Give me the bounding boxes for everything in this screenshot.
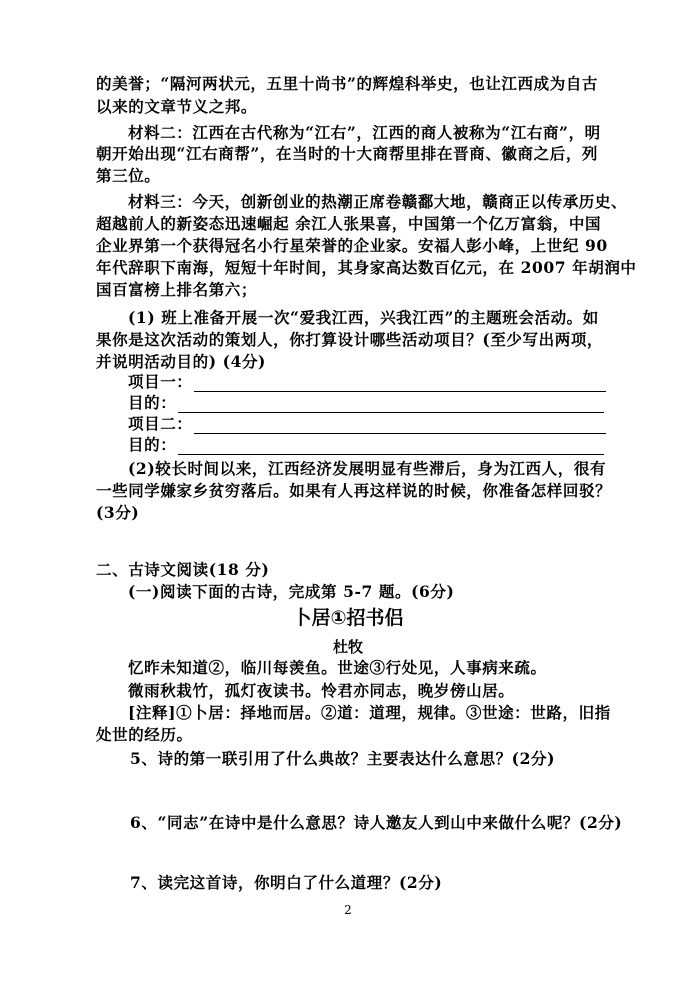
text-line: 第三位。 [96, 166, 161, 185]
question-5: 5、诗的第一联引用了什么典故？主要表达什么意思？(2分) [130, 749, 556, 768]
subsection-heading: (一)阅读下面的古诗，完成第 5-7 题。(6分) [128, 582, 455, 601]
text-line: 年代辞职下南海，短短十年时间，其身家高达数百亿元，在 2007 年胡润中 [96, 258, 637, 277]
project-one-label: 项目一： [128, 372, 193, 391]
material-three-line: 材料三：今天，创新创业的热潮正席卷赣鄱大地，赣商正以传承历史、 [128, 192, 628, 211]
poem-line: 忆昨未知道②，临川每羡鱼。世途③行处见，人事病来疏。 [128, 658, 547, 677]
purpose-one-answer-line[interactable] [178, 398, 604, 413]
material-two-line: 材料二：江西在古代称为“江右”，江西的商人被称为“江右商”，明 [128, 123, 601, 142]
purpose-two-row [128, 435, 604, 455]
project-one-answer-line[interactable] [194, 377, 606, 392]
text-line: 一些同学嫌家乡贫穷落后。如果有人再这样说的时候，你准备怎样回驳？ [96, 481, 612, 500]
annotation-line: 处世的经历。 [96, 725, 193, 744]
poem-line: 微雨秋栽竹，孤灯夜读书。怜君亦同志，晚岁傍山居。 [128, 681, 515, 700]
text-line: 朝开始出现“江右商帮”，在当时的十大商帮里排在晋商、徽商之后，列 [96, 144, 599, 163]
text-line: 国百富榜上排名第六； [96, 280, 258, 299]
purpose-one-row [128, 393, 604, 413]
text-line: 以来的文章节义之邦。 [96, 97, 258, 116]
text-line: 的美誉；“隔河两状元，五里十尚书”的辉煌科举史，也让江西成为自古 [96, 74, 599, 93]
text-line: 并说明活动目的) (4分) [96, 352, 266, 371]
project-two-label: 项目二： [128, 414, 193, 433]
poem-title: 卜居①招书侣 [292, 607, 404, 629]
text-line: 果你是这次活动的策划人，你打算设计哪些活动项目？(至少写出两项， [96, 330, 604, 349]
project-one-row [128, 372, 606, 392]
text-line: 超越前人的新姿态迅速崛起 余江人张果喜，中国第一个亿万富翁，中国 [96, 214, 602, 233]
purpose-two-answer-line[interactable] [178, 440, 604, 455]
page-number: 2 [344, 903, 352, 917]
section-two-heading: 二、古诗文阅读(18 分) [96, 560, 270, 579]
project-two-row [128, 414, 606, 434]
purpose-one-label: 目的： [128, 393, 177, 412]
project-two-answer-line[interactable] [194, 419, 606, 434]
text-line: 企业界第一个获得冠名小行星荣誉的企业家。安福人彭小峰，上世纪 90 [96, 236, 608, 255]
question-6: 6、“同志”在诗中是什么意思？诗人邀友人到山中来做什么呢？(2分) [130, 813, 623, 832]
purpose-two-label: 目的： [128, 435, 177, 454]
question-1-line: (1) 班上准备开展一次“爱我江西，兴我江西”的主题班会活动。如 [128, 308, 599, 327]
annotation-line: [注释]①卜居：择地而居。②道：道理，规律。③世途：世路，旧指 [128, 703, 611, 722]
question-2-line: (2)较长时间以来，江西经济发展明显有些滞后，身为江西人，很有 [128, 459, 607, 478]
question-7: 7、读完这首诗，你明白了什么道理？(2分) [130, 873, 443, 892]
poem-author: 杜牧 [332, 638, 363, 656]
text-line: (3分) [96, 503, 140, 522]
